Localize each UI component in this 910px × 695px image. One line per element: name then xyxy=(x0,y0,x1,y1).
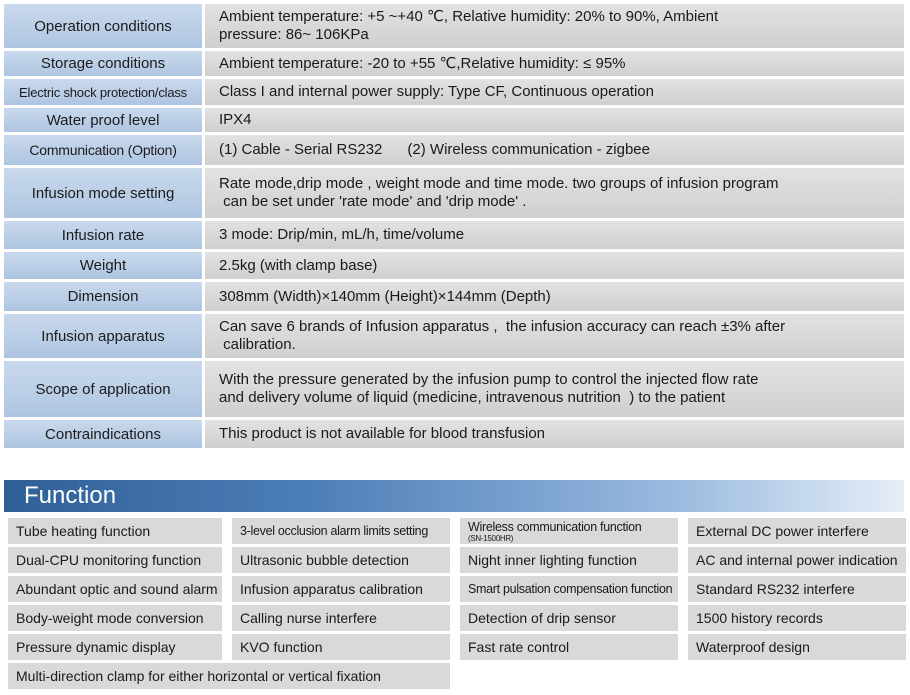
spec-row-contraindications xyxy=(4,420,904,448)
function-item: 3-level occlusion alarm limits setting xyxy=(232,518,450,544)
spec-value-line: Rate mode,drip mode , weight mode and time mode. two groups of infusion program xyxy=(219,175,779,192)
function-item: External DC power interfere xyxy=(688,518,906,544)
spec-value-line: can be set under 'rate mode' and 'drip mode' . xyxy=(219,193,527,210)
specification-table xyxy=(4,4,904,448)
function-item-text: Wireless communication function xyxy=(468,519,642,534)
function-item xyxy=(460,518,678,544)
spec-label: Weight xyxy=(4,252,202,279)
spec-value-line: (1) Cable - Serial RS232 (2) Wireless communication - zigbee xyxy=(219,141,650,158)
spec-value xyxy=(205,51,904,76)
spec-row-water-proof-level xyxy=(4,108,904,132)
spec-value-line: pressure: 86~ 106KPa xyxy=(219,26,369,43)
spec-value xyxy=(205,4,904,48)
spec-label: Electric shock protection/class xyxy=(4,79,202,105)
function-item: Abundant optic and sound alarm xyxy=(8,576,222,602)
function-item: Multi-direction clamp for either horizontal or vertical fixation xyxy=(8,663,450,689)
spec-label: Dimension xyxy=(4,282,202,311)
spec-row-weight xyxy=(4,252,904,279)
function-item: 1500 history records xyxy=(688,605,906,631)
function-section-title: Function xyxy=(4,480,904,512)
spec-label: Contraindications xyxy=(4,420,202,448)
spec-value xyxy=(205,168,904,218)
spec-label: Scope of application xyxy=(4,361,202,417)
spec-value xyxy=(205,314,904,358)
spec-value-line: calibration. xyxy=(219,336,296,353)
function-item: Detection of drip sensor xyxy=(460,605,678,631)
spec-value xyxy=(205,420,904,448)
spec-label: Water proof level xyxy=(4,108,202,132)
spec-label: Infusion apparatus xyxy=(4,314,202,358)
spec-value-line: 2.5kg (with clamp base) xyxy=(219,256,378,274)
spec-value xyxy=(205,135,904,165)
spec-row-dimension xyxy=(4,282,904,311)
spec-value xyxy=(205,108,904,132)
function-item: Waterproof design xyxy=(688,634,906,660)
function-item: AC and internal power indication xyxy=(688,547,906,573)
spec-value xyxy=(205,79,904,105)
spec-row-scope-of-application xyxy=(4,361,904,417)
function-item: Calling nurse interfere xyxy=(232,605,450,631)
spec-value-line: IPX4 xyxy=(219,111,252,128)
spec-value xyxy=(205,282,904,311)
spec-value-line: Class I and internal power supply: Type CF, Continuous operation xyxy=(219,83,654,100)
function-grid xyxy=(8,518,906,689)
function-item: Fast rate control xyxy=(460,634,678,660)
spec-value xyxy=(205,361,904,417)
spec-row-infusion-rate xyxy=(4,221,904,249)
function-item: Night inner lighting function xyxy=(460,547,678,573)
spec-label: Infusion mode setting xyxy=(4,168,202,218)
spec-value-line: 308mm (Width)×140mm (Height)×144mm (Depth) xyxy=(219,287,551,305)
function-item: Pressure dynamic display xyxy=(8,634,222,660)
spec-value xyxy=(205,252,904,279)
spec-row-communication xyxy=(4,135,904,165)
function-item: Tube heating function xyxy=(8,518,222,544)
function-item: Standard RS232 interfere xyxy=(688,576,906,602)
spec-value-line: This product is not available for blood transfusion xyxy=(219,425,546,442)
spec-label: Operation conditions xyxy=(4,4,202,48)
spec-value-line: Ambient temperature: +5 ~+40 ℃, Relative humidity: 20% to 90%, Ambient xyxy=(219,8,719,25)
spec-value-line: Can save 6 brands of Infusion apparatus , the infusion accuracy can reach ±3% after xyxy=(219,318,786,335)
spec-label: Infusion rate xyxy=(4,221,202,249)
spec-row-infusion-apparatus xyxy=(4,314,904,358)
spec-row-infusion-mode-setting xyxy=(4,168,904,218)
spec-value xyxy=(205,221,904,249)
function-item: Ultrasonic bubble detection xyxy=(232,547,450,573)
function-item: Infusion apparatus calibration xyxy=(232,576,450,602)
spec-value-line: and delivery volume of liquid (medicine, intravenous nutrition ) to the patient xyxy=(219,389,726,406)
spec-value-line: With the pressure generated by the infusion pump to control the injected flow rate xyxy=(219,371,759,388)
spec-value-line: 3 mode: Drip/min, mL/h, time/volume xyxy=(219,226,465,243)
spec-label: Communication (Option) xyxy=(4,135,202,165)
function-item: Dual-CPU monitoring function xyxy=(8,547,222,573)
spec-row-operation-conditions xyxy=(4,4,904,48)
function-item-subtext: (SN-1500HR) xyxy=(468,533,514,543)
spec-row-electric-shock-protection xyxy=(4,79,904,105)
spec-row-storage-conditions xyxy=(4,51,904,76)
spec-value-line: Ambient temperature: -20 to +55 ℃,Relative humidity: ≤ 95% xyxy=(219,54,626,72)
function-item: KVO function xyxy=(232,634,450,660)
function-item: Smart pulsation compensation function xyxy=(460,576,678,602)
function-item: Body-weight mode conversion xyxy=(8,605,222,631)
spec-label: Storage conditions xyxy=(4,51,202,76)
